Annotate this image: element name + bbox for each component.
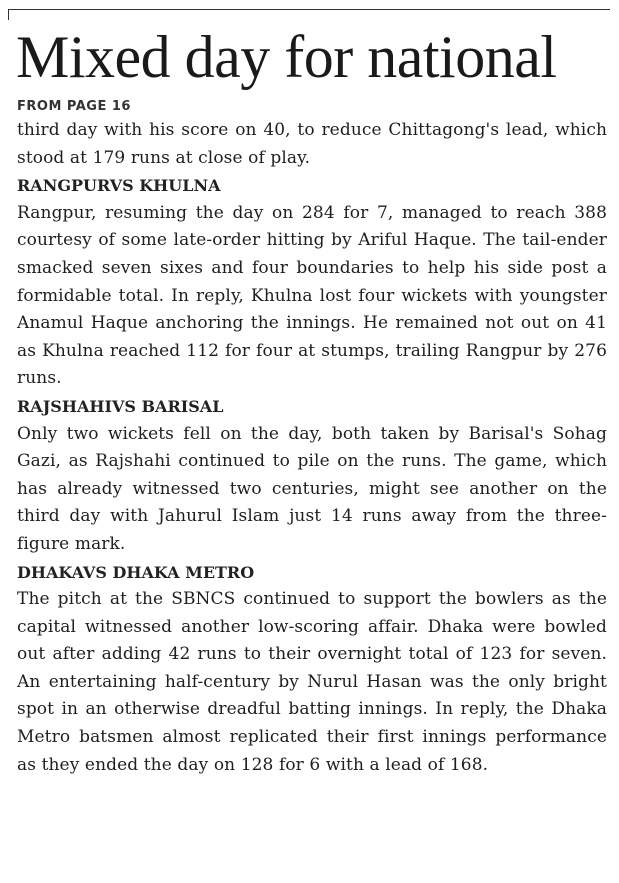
section-rangpur-khulna [17, 172, 607, 393]
left-border-rule [8, 9, 9, 20]
section-heading: DHAKAVS DHAKA METRO [17, 562, 255, 582]
section-heading: RAJSHAHIVS BARISAL [17, 396, 224, 416]
article-body [17, 96, 607, 779]
section-paragraph: Rangpur, resuming the day on 284 for 7, managed to reach 388 courtesy of some late-order hitting by Ariful Haque. The tail-ender smacked seven sixes and four boundaries to help his side post a formidable total. In reply, Khulna lost four wickets with youngster Anamul Haque anchoring the innings. He remained not out on 41 as Khulna reached 112 for four at stumps, trailing Rangpur by 276 runs. [17, 202, 607, 389]
intro-paragraph: third day with his score on 40, to reduce Chittagong's lead, which stood at 179 runs at close of play. [17, 120, 607, 168]
section-paragraph: The pitch at the SBNCS continued to support the bowlers as the capital witnessed another low-scoring affair. Dhaka were bowled out after adding 42 runs to their overnight total of 123 for seven. An entertaining half-century by Nurul Hasan was the only bright spot in an otherwise dreadful batting innings. In reply, the Dhaka Metro batsmen almost replicated their first innings performance as they ended the day on 128 for 6 with a lead of 168. [17, 589, 607, 775]
section-dhaka-dhaka-metro [17, 559, 607, 780]
headline: Mixed day for national [16, 24, 557, 90]
section-paragraph: Only two wickets fell on the day, both taken by Barisal's Sohag Gazi, as Rajshahi continued to pile on the runs. The game, which has already witnessed two centuries, might see another on the third day with Jahurul Islam just 14 runs away from the three-figure mark. [17, 423, 607, 554]
continuation-label: FROM PAGE 16 [17, 99, 131, 114]
top-border-rule [8, 9, 610, 10]
section-heading: RANGPURVS KHULNA [17, 176, 221, 196]
section-rajshahi-barisal [17, 393, 607, 559]
